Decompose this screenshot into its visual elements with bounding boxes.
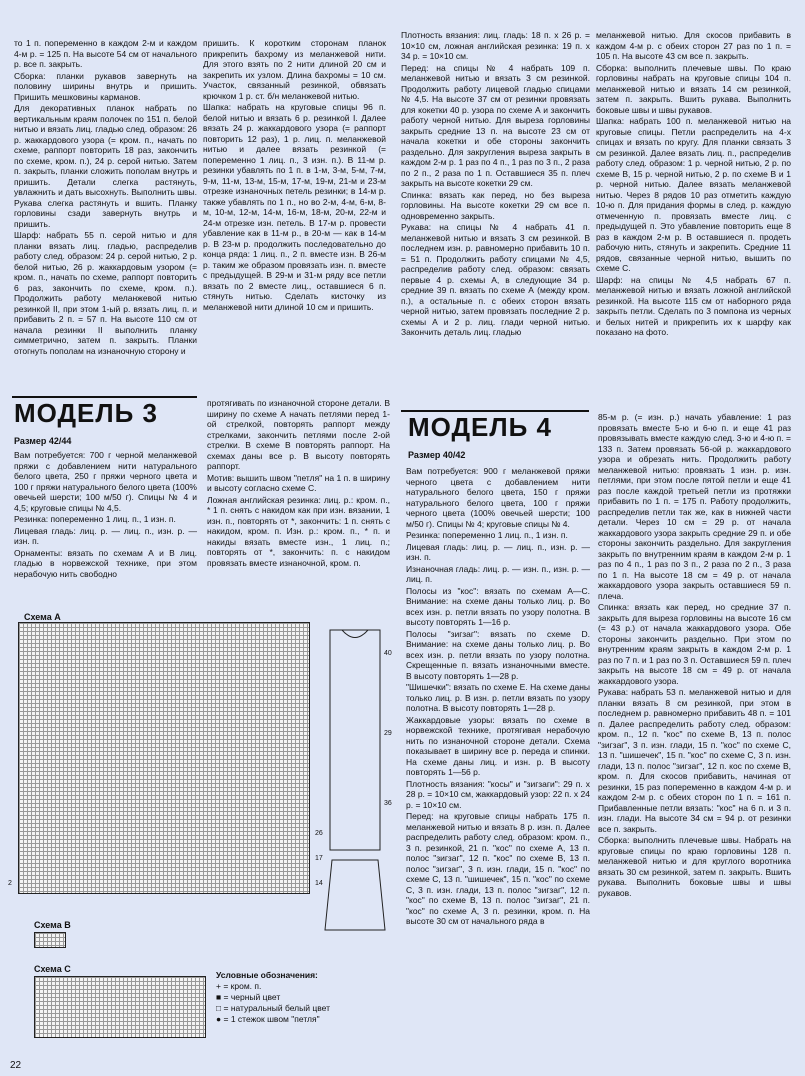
paragraph: Сборка: выполнить плечевые швы. По краю горловины набрать на круговые спицы 104 п. меланжевой нитью и вязать 14 см резинкой, затем п. закрыть. Вшить рукава. Выполнить боковые швы и швы рукавов. [596,62,791,115]
dimension-label: 40 [384,650,392,657]
dimension-label: 17 [315,855,323,862]
paragraph: Резинка: попеременно 1 лиц. п., 1 изн. п. [14,514,176,524]
paragraph: Спинка: вязать как перед, но средние 37 п. закрыть для выреза горловины на высоте 16 см (= 43 р.) от начала жаккардового узора. Обе стороны закончить раздельно. При этом по внутренним краям закрыть в каждом 2-м р. 1 раз по 7 п. и 1 раз по 3 п. Оставшиеся 59 п. плеч закрыть на высоте 18 см = 49 р. от начала жаккардового узора. [598,602,791,686]
paragraph: Орнаменты: вязать по схемам А и В лиц. гладью в норвежской технике, при этом нерабочую нить свободно [14,547,197,579]
paragraph: протягивать по изнаночной стороне детали. В ширину по схеме А начать петлями перед 1-ой стрелкой, повторять раппорт между стрелками, закончить петлями после 2-ой стрелки. В схеме В повторять раппорт. На схемах даны все р. В высоту повторять раппорт. [207,398,390,471]
paragraph: Вам потребуется: 700 г черной меланжевой пряжи с добавлением нити натурального белого цвета, 250 г пряжи черного цвета и 100 г пряжи натурального белого цвета (100% овечьей шерсти; 100 м/50 г). Спицы № 4 и 4,5; круговые спицы № 4,5. [14,450,197,513]
column-1 [14,38,197,357]
paragraph: Шарф: на спицы № 4,5 набрать 67 п. меланжевой нитью и вязать ложной английской резинкой. На высоте 115 см от наборного ряда закрыть петли. Сделать по 3 помпона из черных и белых нитей и прикрепить их к шарфу как показано на фото. [596,274,791,337]
paragraph: Полосы "зигзаг": вязать по схеме D. Внимание: на схеме даны только лиц. р. Во всех изн. р. петли вязать по узору полотна. Скрещенные п. вязать изнаночными вместе. В высоту повторять 1—28 р. [406,628,590,681]
scheme-a-label: Схема А [24,612,61,622]
paragraph: Шапка: набрать на круговые спицы 96 п. белой нитью и вязать 6 р. резинкой I. Далее вязать 24 р. жаккардового узора (= раппорт повторить 12 раз), 1 р. лиц. п. меланжевой нитью и далее вязать резинкой (= попеременно 1 лиц. п., 3 изн. п.). В 11-м р. резинки убавлять по 1 п. в 1-м, 3-м, 5-м, 7-м, 9-м, 11-м, 13-м, 15-м, 17-м, 19-м, 21-м и 23-м отрезке изнаночных петель резинки; в 14-м р. также убавлять по 1 п., но во 2-м, 4-м, 6-м, 8-м, 10-м, 12-м, 14-м, 16-м, 18-м, 20-м, 22-м и 24-м отрезке изн. петель. В 17-м р. провести убавление как в 11-м р., в 20-м — как в 14-м р. В 23-м р. продолжить последовательно до конца ряда: 1 лиц. п., 2 п. вместе изн. В 26-м р. таким же образом провязать изн. п. вместе с предыдущей. В 29-м и 31-м ряду все петли вязать по 2 вместе лиц., оставшиеся 6 п. стянуть нитью. Сделать кисточку из меланжевой нити длиной 10 см и пришить. [203,102,386,312]
paragraph: Полосы из "кос": вязать по схемам А—С. Внимание: на схеме даны только лиц. р. Во всех изн. р. петли вязать по узору полотна. В высоту повторять 1—16 р. [406,585,590,627]
scheme-b-label: Схема В [34,920,71,930]
paragraph: Ложная английская резинка: лиц. р.: кром. п., * 1 п. снять с накидом как при изн. вязании, 1 изн. п., повторять от *, закончить: 1 п. снять с накидом, кром. п. Изн. р.: кром. п., * п. и накиды вязать вместе изн., 1 лиц. п.; повторять от *, закончить: п. с накидом провязать вместе изнаночной, кром. п. [207,494,390,568]
paragraph: Резинка: попеременно 1 лиц. п., 1 изн. п. [406,530,568,540]
model-4-size: Размер 40/42 [408,450,466,460]
paragraph: Шапка: набрать 100 п. меланжевой нитью на круговые спицы. Петли распределить на 4-х спицах и вязать по кругу. Для планки связать 3 см резинкой. Далее вязать лиц. п., распределив работу след. образом: 1 р. черной нитью, 2 р. по схеме В, 15 р. черной нитью, 2 р. по схеме В и 1 р. черной нитью. Далее вязать меланжевой нитью. Через 8 рядов 10 раз отметить каждую 10-ю п. Для придания формы в след. р. каждую отмеченную п. провязать вместе лиц. с предыдущей п. Это убавление повторить еще 8 раз в каждом 2-м р. В оставшиеся п. продеть рабочую нить, стянуть и закрепить. Средние 11 рядов, связанные черной нитью, вышить по схеме С. [596,116,791,273]
paragraph: Перед: на круговые спицы набрать 175 п. меланжевой нитью и вязать 8 р. изн. п. Далее распределить работу след. образом: кром. п., 3 п. резинкой, 21 п. "кос" по схеме А, 13 п. полос "зигзаг", 12 п. "кос" по схеме В, 13 п. полос "зигзаг", 3 п. изн. глади, 15 п. "кос" по схеме С, 13 п. "шишечек", 15 п. "кос" по схеме С, 3 п. изн. глади, 13 п. полос "зигзаг", 12 п. "кос" по схеме В, 13 п. полос "зигзаг", 21 п. "кос" по схеме А, 3 п. резинки, кром. п. На высоте 30 см от начального ряда в [406,811,590,926]
model-3-title: МОДЕЛЬ 3 [14,398,159,428]
dimension-label: 14 [315,880,323,887]
paragraph: Вам потребуется: 900 г меланжевой пряжи черного цвета с добавлением нити натурального белого цвета, 150 г пряжи натурального белого цвета, 100 г пряжи черного цвета (100% овечьей шерсти; 100 м/50 г). Спицы № 4; круговые спицы № 4. [406,466,590,529]
legend-item: □ = натуральный белый цвет [216,1003,330,1013]
model-3-techniques [207,398,390,569]
paragraph: Спинка: вязать как перед, но без выреза горловины. На высоте кокетки 29 см все п. одновременно закрыть. [401,189,590,221]
paragraph: пришить. К коротким сторонам планок прикрепить бахрому из меланжевой нити. Для этого взять по 2 нити длиной 20 см и закрепить их узлом. Длина бахромы = 10 см. Участок, связанный резинкой, обвязать крючком 1 р. ст. б/н меланжевой нитью. [203,38,386,101]
stitch-dot-icon: ● [216,1014,224,1024]
legend-title: Условные обозначения: [216,970,318,980]
paragraph: Рукава: набрать 53 п. меланжевой нитью и для планки вязать 8 см резинкой, при этом в последнем р. равномерно прибавить 48 п. = 101 п. Далее распределить работу след. образом: кром. п., 12 п. "кос" по схеме В, 13 п. полос "зигзаг", 3 п. изн. глади, 15 п. "кос" по схеме С, 13 п. "шишечек", 15 п. "кос" по схеме С, 3 п. изн. глади, 13 п. полос "зигзаг", 12 п. кос по схеме В, кром. п. Для скосов прибавить, начиная от резинки, 15 раз попеременно в каждом 4-м р. и каждом 2-м р. с обеих сторон по 1 п. = 161 п. Прибавленные петли вязать: "кос" на 6 п. и 3 п. изн. глади. На высоте 34 см = 94 р. от резинки все п. закрыть. [598,687,791,834]
black-square-icon: ■ [216,992,224,1002]
row-number: 2 [8,880,12,887]
paragraph: Рукава: на спицы № 4 набрать 41 п. меланжевой нитью и вязать 3 см резинкой. В последнем изн. р. равномерно прибавить 10 п. = 51 п. Продолжить работу спицами № 4,5, распределив работу след. образом: связать первые 4 р. схемы А, в следующие 34 р. средние 39 п. вязать по схеме А (между кром. п.), а остальные п. с обеих сторон вязать черной нитью, затем провязать последние 2 р. схемы А и 2 р. лиц. глади черной нитью. Закончить деталь лиц. гладью [401,222,590,337]
paragraph: меланжевой нитью. Для скосов прибавить в каждом 4-м р. с обеих сторон 27 раз по 1 п. = 105 п. На высоте 43 см все п. закрыть. [596,30,791,61]
paragraph: Шарф: набрать 55 п. серой нитью и для планки вязать лиц. гладью, распределив работу след. образом: 24 р. серой нитью, 2 р. белой нитью, 26 р. жаккардовым узором (= кром. п., начать по схеме, раппорт повторить 6 раз, закончить по схеме, кром. п.). Продолжить работу меланжевой нитью резинкой II, при этом 1-ый р. вязать лиц. п. и прибавить 2 п. = 57 п. На высоте 110 см от начала резинки II выполнить планку симметрично, затем п. закрыть. Планки отогнуть пополам на изнаночную сторону и [14,230,197,356]
paragraph: Сборка: планки рукавов завернуть на половину ширины внутрь и пришить. Пришить мешковины карманов. [14,70,197,102]
white-square-icon: □ [216,1003,224,1013]
column-3 [401,30,590,339]
model-4-title: МОДЕЛЬ 4 [408,412,553,442]
model-3-materials [14,450,197,580]
legend-item: ● = 1 стежок швом "петля" [216,1014,320,1024]
column-4 [596,30,791,339]
paragraph: Лицевая гладь: лиц. р. — лиц. п., изн. р. — изн. п. [406,541,590,562]
paragraph: Изнаночная гладь: лиц. р. — изн. п., изн. р. — лиц. п. [406,563,590,584]
scheme-a-chart [18,622,310,894]
paragraph: Для декоративных планок набрать по вертикальным краям полочек по 151 п. белой нитью и вязать лиц. гладью след. образом: 26 р. жаккардового узора (= кром. п., начать по схеме, раппорт повторить 18 раз, закончить по схеме, кром. п.), 24 р. серой нитью. Затем п. закрыть, планки сложить пополам внутрь и пришить. Детали слегка растянуть, увлажнить и дать высохнуть. Выполнить швы. Рукава слегка растянуть и вшить. Планку горловины сзади завернуть внутрь и пришить. [14,103,198,229]
plus-icon: + [216,981,224,991]
paragraph: Плотность вязания: лиц. гладь: 18 п. х 26 р. = 10×10 см, ложная английская резинка: 19 п. х 34 р. = 10×10 см. [401,30,590,61]
garment-schematic [320,620,400,940]
paragraph: 85-м р. (= изн. р.) начать убавление: 1 раз провязать вместе 5-ю и 6-ю п. и еще 41 раз провязывать вместе каждую след. 3-ю и 4-ю п. = 133 п. Затем провязать 56-ой р. жаккардового узора и обрезать нить. Продолжить работу меланжевой нитью: провязать 1 изн. р. изн. петлями, при этом после пятой петли и еще 41 раз после каждой третьей петли из протяжки прибавить по 1 п. = 175 п. Работу продолжить, распределив петли так же, как в нижней части детали. Через 10 см = 29 р. от начала жаккардового узора закрыть средние 29 п. и обе стороны закончить раздельно. Для закругления закрыть по внутренним краям в каждом 2-м р. 1 раз по 4 п., 1 раз по 3 п., 2 раза по 2 п., 3 раза по 1 п. На высоте 18 см = 49 р. от начала жаккардового узора закрыть оставшиеся 59 п. плеча. [598,412,791,601]
scheme-c-label: Схема С [34,964,71,974]
paragraph: "Шишечки": вязать по схеме Е. На схеме даны только лиц. р. В изн. р. петли вязать по узору полотна. В высоту повторять 1—28 р. [406,682,590,713]
dimension-label: 29 [384,730,392,737]
column-2 [203,38,386,313]
scheme-b-chart [34,932,66,948]
paragraph: то 1 п. попеременно в каждом 2-м и каждом 4-м р. = 125 п. На высоте 54 см от начального р. все п. закрыть. [14,38,197,69]
legend [216,970,330,1025]
scheme-c-chart [34,976,206,1038]
paragraph: Плотность вязания: "косы" и "зигзаги": 29 п. х 28 р. = 10×10 см, жаккардовый узор: 22 п. х 24 р. = 10×10 см. [406,778,590,810]
paragraph: Перед: на спицы № 4 набрать 109 п. меланжевой нитью и вязать 3 см резинкой. Продолжить работу лицевой гладью спицами № 4,5. На высоте 37 см от резинки провязать для кокетки 40 р. узора по схеме А и закончить работу черной нитью. Для выреза горловины закрыть средние 13 п. на высоте 23 см от начала кокетки и обе стороны закончить раздельно. Для закругления выреза закрыть в каждом 2-м р. 1 раз по 4 п., 1 раз по 3 п., 2 раза по 2 п., 2 раза по 1 п. Оставшиеся 35 п. плеч закрыть на высоте кокетки 29 см. [401,62,590,188]
paragraph: Мотив: вышить швом "петля" на 1 п. в ширину и высоту согласно схеме С. [207,472,390,493]
dimension-label: 36 [384,800,392,807]
model-4-text [406,466,590,928]
paragraph: Лицевая гладь: лиц. р. — лиц. п., изн. р. — изн. п. [14,525,197,546]
page-number: 22 [10,1060,22,1071]
paragraph: Сборка: выполнить плечевые швы. Набрать на круговые спицы по краю горловины 128 п. меланжевой нитью и для круглого воротника вязать 30 см резинкой, затем п. закрыть. Вшить рукава. Выполнить боковые швы и швы рукавов. [598,835,791,898]
paragraph: Жаккардовые узоры: вязать по схеме в норвежской технике, протягивая нерабочую нить по изнаночной стороне детали. Схема показывает в ширину все р. переда и спинки. На схеме даны лиц. и изн. р. В высоту повторять 1—56 р. [406,714,590,777]
legend-item: + = кром. п. [216,981,262,991]
model-3-size: Размер 42/44 [14,436,72,446]
dimension-label: 26 [315,830,323,837]
model-4-text-continued [598,412,791,899]
legend-item: ■ = черный цвет [216,992,281,1002]
